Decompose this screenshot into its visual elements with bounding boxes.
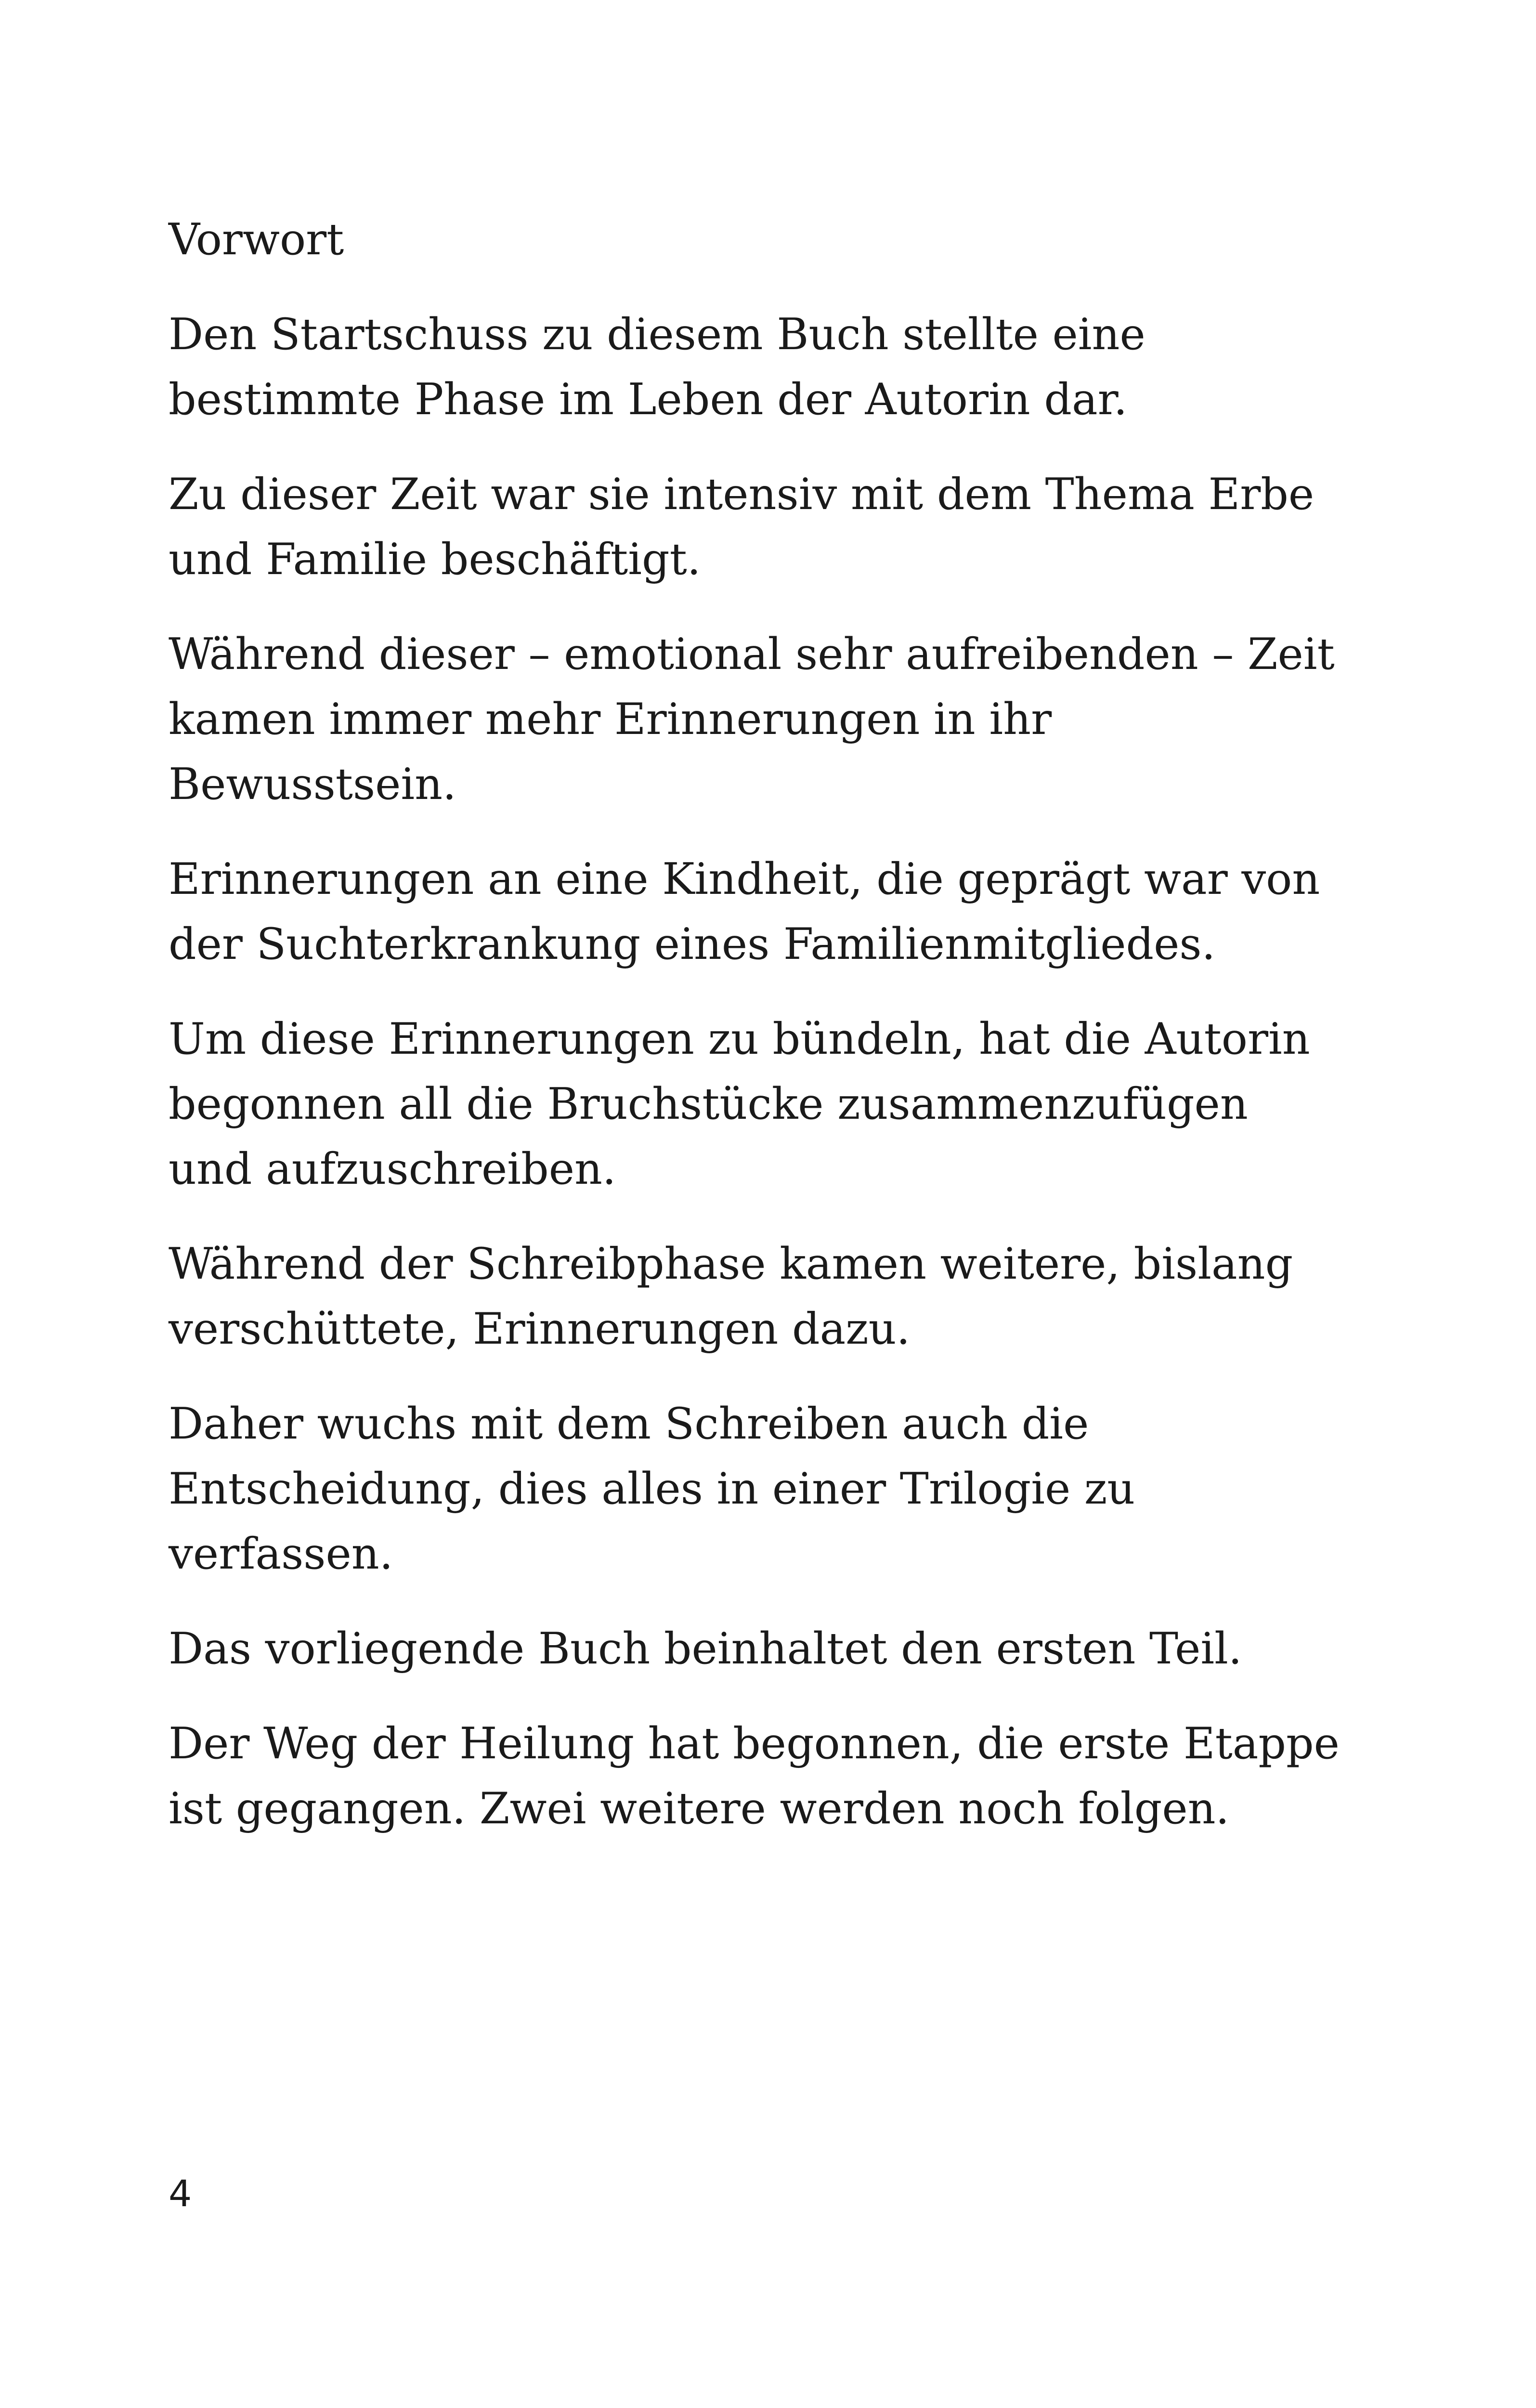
page-number: 4 (169, 2172, 192, 2215)
page-body (169, 207, 1343, 1871)
paragraph-5: Um diese Erinnerungen zu bündeln, hat die Autorin begonnen all die Bruchstücke zusammenzufügen und aufzuschreiben. (169, 1014, 1310, 1194)
paragraph-9: Der Weg der Heilung hat begonnen, die erste Etappe ist gegangen. Zwei weitere werden noch folgen. (169, 1718, 1340, 1834)
paragraph-2: Zu dieser Zeit war sie intensiv mit dem Thema Erbe und Familie beschäftigt. (169, 469, 1315, 585)
chapter-heading: Vorwort (169, 214, 344, 265)
paragraph-1: Den Startschuss zu diesem Buch stellte eine bestimmte Phase im Leben der Autorin dar. (169, 309, 1145, 425)
paragraph-6: Während der Schreibphase kamen weitere, bislang verschüttete, Erinnerungen dazu. (169, 1239, 1293, 1354)
paragraph-3: Während dieser – emotional sehr aufreibenden – Zeit kamen immer mehr Erinnerungen in ihr Bewusstsein. (169, 629, 1335, 810)
paragraph-7: Daher wuchs mit dem Schreiben auch die Entscheidung, dies alles in einer Trilogie zu verfassen. (169, 1399, 1135, 1579)
paragraph-4: Erinnerungen an eine Kindheit, die geprägt war von der Suchterkrankung eines Familienmitgliedes. (169, 854, 1320, 969)
paragraph-8: Das vorliegende Buch beinhaltet den ersten Teil. (169, 1623, 1242, 1674)
